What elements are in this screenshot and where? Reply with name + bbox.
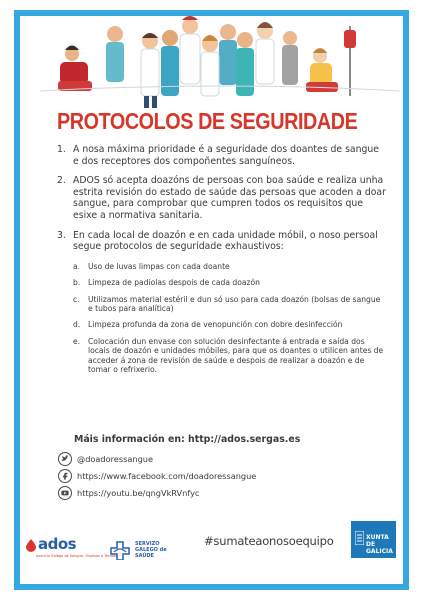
youtube-link[interactable] bbox=[58, 484, 256, 501]
item-text: En cada local de doazón e en cada unidade móbil, o noso persoal segue protocolos de seguridade exhaustivos: bbox=[73, 229, 378, 253]
twitter-handle: @doadoressangue bbox=[77, 453, 154, 464]
sublist-item bbox=[73, 337, 387, 375]
facebook-icon bbox=[58, 469, 72, 483]
sublist-text: Limpeza profunda da zona de venopunción con dobre desinfección bbox=[88, 320, 343, 330]
xunta-logo bbox=[351, 521, 396, 558]
item-number: 3. bbox=[57, 229, 66, 241]
sublist-item bbox=[73, 320, 387, 329]
ados-tagline: Axencia Galega de Sangue, Órganos e Tecidos bbox=[36, 554, 118, 558]
sublist-letter: e. bbox=[73, 336, 81, 346]
item-number: 2. bbox=[57, 175, 66, 187]
sublist-text: Uso de luvas limpas con cada doante bbox=[88, 261, 230, 271]
item-text: ADOS só acepta doazóns de persoas con boa saúde e realiza unha estrita revisión do estado de saúde das persoas que acoden a doar sangue, para comprobar que cumpren todos os requisitos que esixe a normativa sanitaria. bbox=[73, 175, 386, 221]
protocol-sublist bbox=[73, 262, 387, 375]
twitter-icon bbox=[58, 452, 72, 466]
galicia-label: DE GALICIA bbox=[366, 541, 393, 555]
page-title: PROTOCOLOS DE SEGURIDADE bbox=[57, 108, 358, 134]
list-item bbox=[57, 175, 387, 221]
sublist-item bbox=[73, 295, 387, 314]
item-number: 1. bbox=[57, 144, 66, 155]
sublist-item bbox=[73, 262, 387, 271]
youtube-icon bbox=[58, 486, 72, 500]
youtube-url: https://youtu.be/qngVkRVnfyc bbox=[77, 487, 200, 498]
sublist-letter: a. bbox=[73, 261, 81, 271]
sublist-text: Limpeza de padiolas despois de cada doazón bbox=[88, 278, 260, 288]
sergas-logo-text: SERVIZO GALEGO de SAÚDE bbox=[135, 541, 167, 559]
sublist-letter: d. bbox=[73, 320, 81, 330]
poster-frame bbox=[14, 10, 409, 590]
xunta-emblem-icon bbox=[355, 531, 364, 545]
facebook-link[interactable] bbox=[58, 467, 256, 484]
ados-logo-text: ados bbox=[38, 535, 77, 553]
medical-staff-illustration bbox=[20, 16, 403, 111]
xunta-label: XUNTA bbox=[366, 534, 389, 541]
ados-drop-icon bbox=[24, 538, 38, 552]
sublist-item bbox=[73, 278, 387, 287]
sublist-letter: c. bbox=[73, 294, 80, 304]
list-item bbox=[57, 144, 387, 167]
hashtag: #sumateaonosoequipo bbox=[204, 534, 334, 548]
sublist-text: Colocación dun envase con solución desinfectante á entrada e saída dos locais de doazón e unidades móbiles, para que os doantes o utilicen antes de acceder á zona de revisión de saúde e despois de realizar a doazón e de tomar o refrixerio. bbox=[88, 336, 384, 374]
sergas-logo-icon bbox=[109, 540, 131, 560]
protocol-list bbox=[57, 144, 387, 382]
facebook-url: https://www.facebook.com/doadoressangue bbox=[77, 470, 257, 481]
more-info-link[interactable]: Máis información en: http://ados.sergas.es bbox=[74, 434, 301, 445]
sublist-letter: b. bbox=[73, 278, 81, 288]
twitter-link[interactable] bbox=[58, 450, 256, 467]
sublist-text: Utilizamos material estéril e dun só uso para cada doazón (bolsas de sangue e tubos para analítica) bbox=[88, 294, 381, 313]
item-text: A nosa máxima prioridade é a seguridade dos doantes de sangue e dos receptores dos compoñentes sanguíneos. bbox=[73, 144, 380, 167]
social-links bbox=[58, 450, 256, 501]
list-item bbox=[57, 230, 387, 375]
